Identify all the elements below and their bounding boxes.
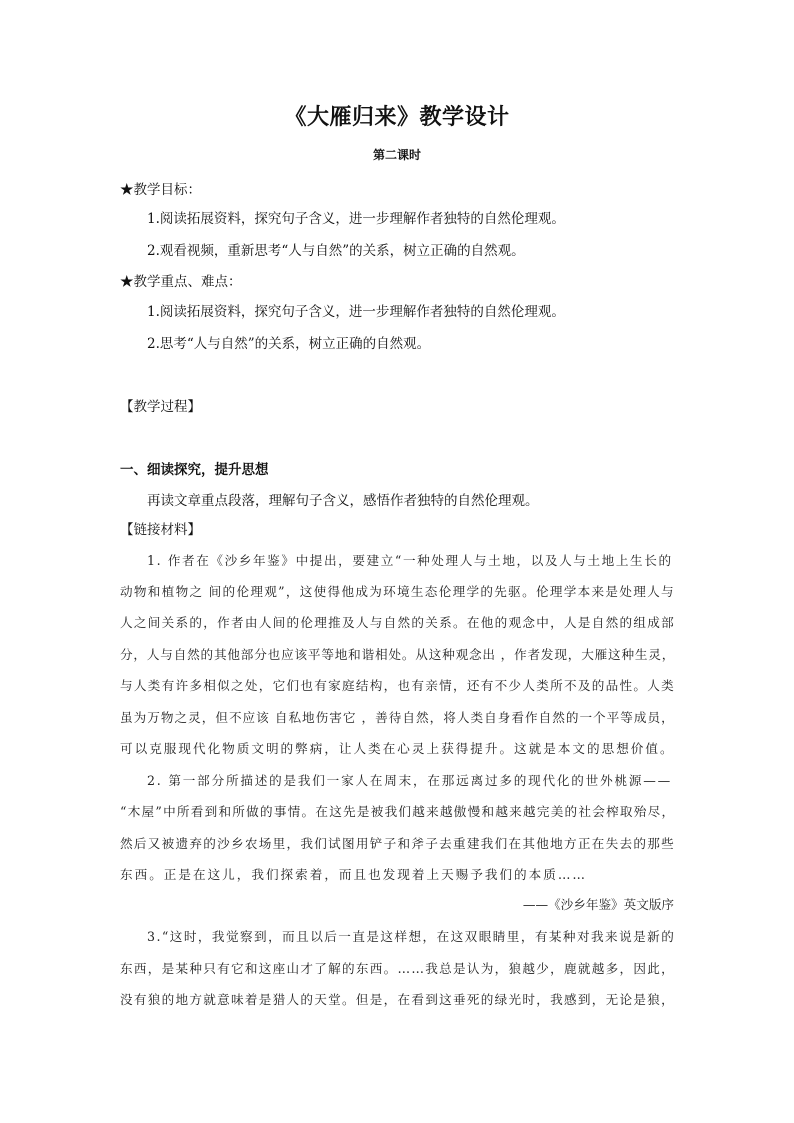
section-text: 再读文章重点段落，理解句子含义，感悟作者独特的自然伦理观。	[147, 493, 539, 509]
material-line: 3.“这时，我觉察到，而且以后一直是这样想，在这双眼睛里，有某种对我来说是新的	[147, 929, 676, 944]
citation-line: ——《沙乡年鉴》英文版序	[522, 897, 674, 912]
material-line: 虽为万物之灵，但不应该 自私地伤害它 ，善待自然，将人类自身看作自然的一个平等成员，	[120, 710, 675, 725]
material-line: 2. 第一部分所描述的是我们一家人在周末，在那远离过多的现代化的世外桃源——	[147, 773, 673, 788]
key-points-heading: ★教学重点、难点：	[120, 274, 242, 290]
material-line: 东西。正是在这儿，我们探索着，而且也发现着上天赐予我们的本质……	[120, 867, 587, 882]
material-line: 1. 作者在《沙乡年鉴》中提出，要建立“一种处理人与土地，以及人与土地上生长的	[147, 553, 673, 568]
material-line: 东西，是某种只有它和这座山才了解的东西。……我总是认为，狼越少，鹿就越多，因此，	[120, 961, 676, 976]
material-line: 人之间关系的，作者由人间的伦理推及人与自然的关系。在他的观念中，人是自然的组成部	[120, 615, 676, 630]
material-line: 可以克服现代化物质文明的弊病，让人类在心灵上获得提升。这就是本文的思想价值。	[120, 741, 675, 756]
objective-item: 2.观看视频，重新思考“人与自然”的关系，树立正确的自然观。	[147, 243, 525, 259]
key-point-item: 2.思考“人与自然”的关系，树立正确的自然观。	[147, 336, 431, 352]
material-line: 分，人与自然的其他部分也应该平等地和谐相处。从这种观念出 ，作者发现，大雁这种生灵，	[120, 647, 676, 662]
material-line: 然后又被遗弃的沙乡农场里，我们试图用铲子和斧子去重建我们在其他地方正在失去的那些	[120, 836, 676, 851]
material-line: 动物和植物之 间的伦理观”，这使得他成为环境生态伦理学的先驱。伦理学本来是处理人与	[120, 584, 675, 599]
material-line: 没有狼的地方就意味着是猎人的天堂。但是，在看到这垂死的绿光时，我感到，无论是狼，	[120, 992, 676, 1007]
materials-heading: 【链接材料】	[120, 522, 201, 538]
material-line: 与人类有许多相似之处，它们也有家庭结构，也有亲情，还有不少人类所不及的品性。人类	[120, 678, 676, 693]
key-point-item: 1.阅读拓展资料，探究句子含义，进一步理解作者独特的自然伦理观。	[147, 304, 565, 320]
objectives-heading: ★教学目标：	[120, 182, 201, 198]
section-heading: 一、细读探究，提升思想	[120, 462, 269, 478]
document-title: 《大雁归来》教学设计	[284, 105, 510, 130]
process-heading: 【教学过程】	[120, 399, 201, 415]
objective-item: 1.阅读拓展资料，探究句子含义，进一步理解作者独特的自然伦理观。	[147, 211, 565, 227]
material-line: “木屋”中所看到和所做的事情。在这先是被我们越来越傲慢和越来越完美的社会榨取殆尽，	[120, 804, 676, 819]
document-subtitle: 第二课时	[372, 148, 421, 162]
